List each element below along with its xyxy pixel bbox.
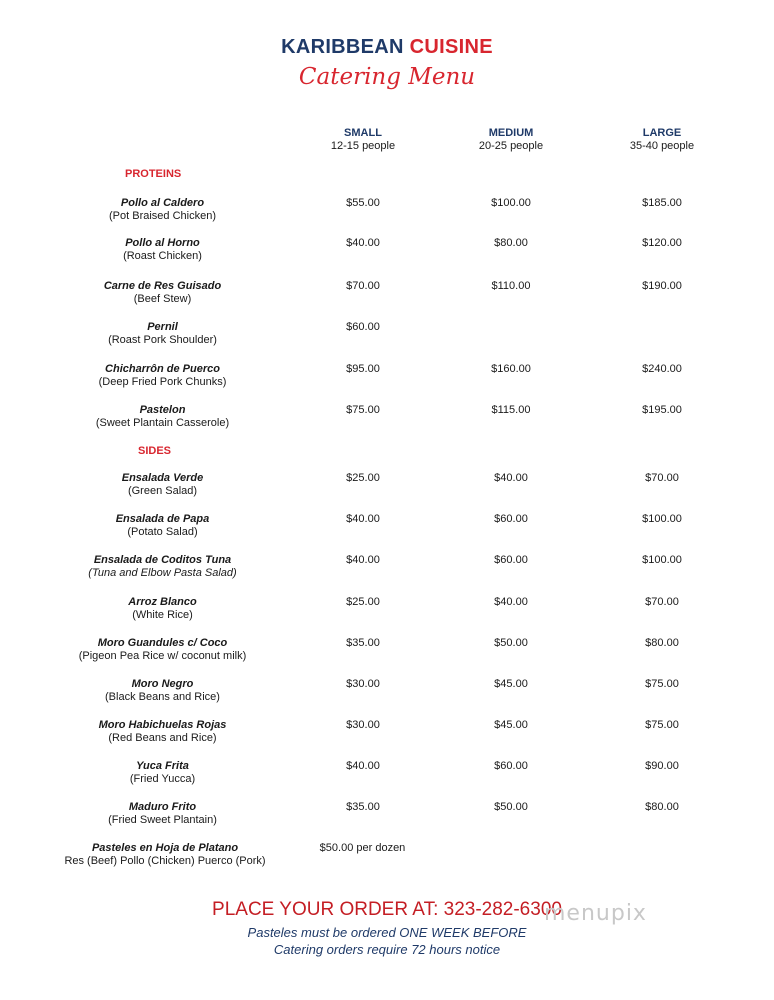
- item-description: (Pot Braised Chicken): [109, 210, 216, 222]
- item-description: (Fried Yucca): [129, 773, 196, 785]
- menu-item: [40, 842, 290, 868]
- price-small: $25.00: [346, 596, 380, 608]
- item-description: (Roast Chicken): [123, 250, 202, 262]
- price-large: $190.00: [642, 280, 682, 292]
- item-description: (Pigeon Pea Rice w/ coconut milk): [78, 650, 247, 662]
- price-medium: $60.00: [494, 760, 528, 772]
- item-name: Pasteles en Hoja de Platano: [91, 842, 239, 854]
- menu-item: [45, 237, 280, 263]
- price-medium: $160.00: [491, 363, 531, 375]
- item-name: Pollo al Caldero: [120, 197, 205, 209]
- column-header-small: [293, 127, 433, 153]
- price-large: $70.00: [645, 472, 679, 484]
- price-large: $75.00: [645, 719, 679, 731]
- item-name: Maduro Frito: [128, 801, 197, 813]
- menu-item: [45, 472, 280, 498]
- price-small: $60.00: [346, 321, 380, 333]
- price-small: $25.00: [346, 472, 380, 484]
- menu-subtitle: Catering Menu: [298, 64, 476, 90]
- column-name: MEDIUM: [488, 127, 534, 139]
- menu-item: [45, 801, 280, 827]
- price-small: $75.00: [346, 404, 380, 416]
- item-name: Ensalada de Coditos Tuna: [93, 554, 232, 566]
- price-large: $75.00: [645, 678, 679, 690]
- menu-item: [45, 197, 280, 223]
- menu-item: [45, 404, 280, 430]
- menu-item: [45, 760, 280, 786]
- price-small: $55.00: [346, 197, 380, 209]
- item-name: Carne de Res Guisado: [103, 280, 222, 292]
- column-header-large: [592, 127, 732, 153]
- pasteles-notice: Pasteles must be ordered ONE WEEK BEFORE: [247, 925, 527, 940]
- item-description: (Red Beans and Rice): [108, 732, 217, 744]
- price-large: $240.00: [642, 363, 682, 375]
- menu-item: [45, 719, 280, 745]
- section-heading-proteins: PROTEINS: [125, 168, 182, 180]
- item-name: Pernil: [147, 321, 178, 333]
- menu-item: [45, 513, 280, 539]
- price-medium: $60.00: [494, 554, 528, 566]
- column-name: LARGE: [642, 127, 682, 139]
- price-medium: $110.00: [491, 280, 531, 292]
- column-serves: 12-15 people: [330, 140, 396, 152]
- menu-item: [45, 363, 280, 389]
- price-medium: $40.00: [494, 472, 528, 484]
- menu-item: [45, 637, 280, 663]
- price-small: $40.00: [346, 513, 380, 525]
- price-small: $40.00: [346, 760, 380, 772]
- price-small: $40.00: [346, 237, 380, 249]
- price-large: $70.00: [645, 596, 679, 608]
- menu-item: [45, 321, 280, 347]
- item-name: Moro Negro: [131, 678, 194, 690]
- item-description: (Beef Stew): [133, 293, 192, 305]
- price-medium: $80.00: [494, 237, 528, 249]
- price-medium: $115.00: [491, 404, 531, 416]
- catering-notice: Catering orders require 72 hours notice: [273, 942, 501, 957]
- price-small: $50.00 per dozen: [319, 842, 406, 854]
- menu-item: [45, 554, 280, 580]
- title-part-2: CUISINE: [409, 36, 493, 58]
- price-medium: $50.00: [494, 637, 528, 649]
- menu-item: [45, 280, 280, 306]
- item-description: (Roast Pork Shoulder): [108, 334, 217, 346]
- price-small: $95.00: [346, 363, 380, 375]
- item-name: Ensalada de Papa: [115, 513, 210, 525]
- price-medium: $100.00: [491, 197, 531, 209]
- price-medium: $45.00: [494, 678, 528, 690]
- price-large: $80.00: [645, 801, 679, 813]
- restaurant-title: [0, 36, 774, 59]
- order-phone-line: PLACE YOUR ORDER AT: 323-282-6300: [212, 899, 562, 920]
- price-small: $40.00: [346, 554, 380, 566]
- item-name: Yuca Frita: [136, 760, 189, 772]
- price-medium: $40.00: [494, 596, 528, 608]
- price-small: $30.00: [346, 678, 380, 690]
- price-large: $90.00: [645, 760, 679, 772]
- item-description: (Tuna and Elbow Pasta Salad): [88, 567, 237, 579]
- item-description: (Black Beans and Rice): [105, 691, 220, 703]
- item-name: Pollo al Horno: [125, 237, 200, 249]
- column-serves: 35-40 people: [629, 140, 695, 152]
- price-small: $30.00: [346, 719, 380, 731]
- item-name: Moro Habichuelas Rojas: [98, 719, 227, 731]
- item-description: (Green Salad): [127, 485, 198, 497]
- watermark: menupix: [544, 901, 647, 926]
- item-description: (Sweet Plantain Casserole): [95, 417, 230, 429]
- column-name: SMALL: [344, 127, 382, 139]
- price-large: $185.00: [642, 197, 682, 209]
- price-small: $35.00: [346, 637, 380, 649]
- price-large: $100.00: [642, 513, 682, 525]
- item-description: (Fried Sweet Plantain): [108, 814, 217, 826]
- title-part-1: KARIBBEAN: [281, 36, 404, 58]
- price-large: $100.00: [642, 554, 682, 566]
- price-large: $120.00: [642, 237, 682, 249]
- menu-item: [45, 678, 280, 704]
- column-header-medium: [441, 127, 581, 153]
- item-name: Ensalada Verde: [121, 472, 204, 484]
- menu-item: [45, 596, 280, 622]
- item-description: (White Rice): [132, 609, 193, 621]
- item-name: Chicharrôn de Puerco: [105, 363, 220, 375]
- item-name: Pastelon: [139, 404, 186, 416]
- price-large: $195.00: [642, 404, 682, 416]
- price-small: $70.00: [346, 280, 380, 292]
- item-description: (Deep Fried Pork Chunks): [98, 376, 227, 388]
- price-medium: $60.00: [494, 513, 528, 525]
- price-medium: $50.00: [494, 801, 528, 813]
- item-description: (Potato Salad): [127, 526, 198, 538]
- price-large: $80.00: [645, 637, 679, 649]
- section-heading-sides: SIDES: [138, 445, 172, 457]
- item-name: Arroz Blanco: [128, 596, 197, 608]
- price-small: $35.00: [346, 801, 380, 813]
- item-name: Moro Guandules c/ Coco: [97, 637, 228, 649]
- item-description: Res (Beef) Pollo (Chicken) Puerco (Pork): [64, 855, 266, 867]
- price-medium: $45.00: [494, 719, 528, 731]
- column-serves: 20-25 people: [478, 140, 544, 152]
